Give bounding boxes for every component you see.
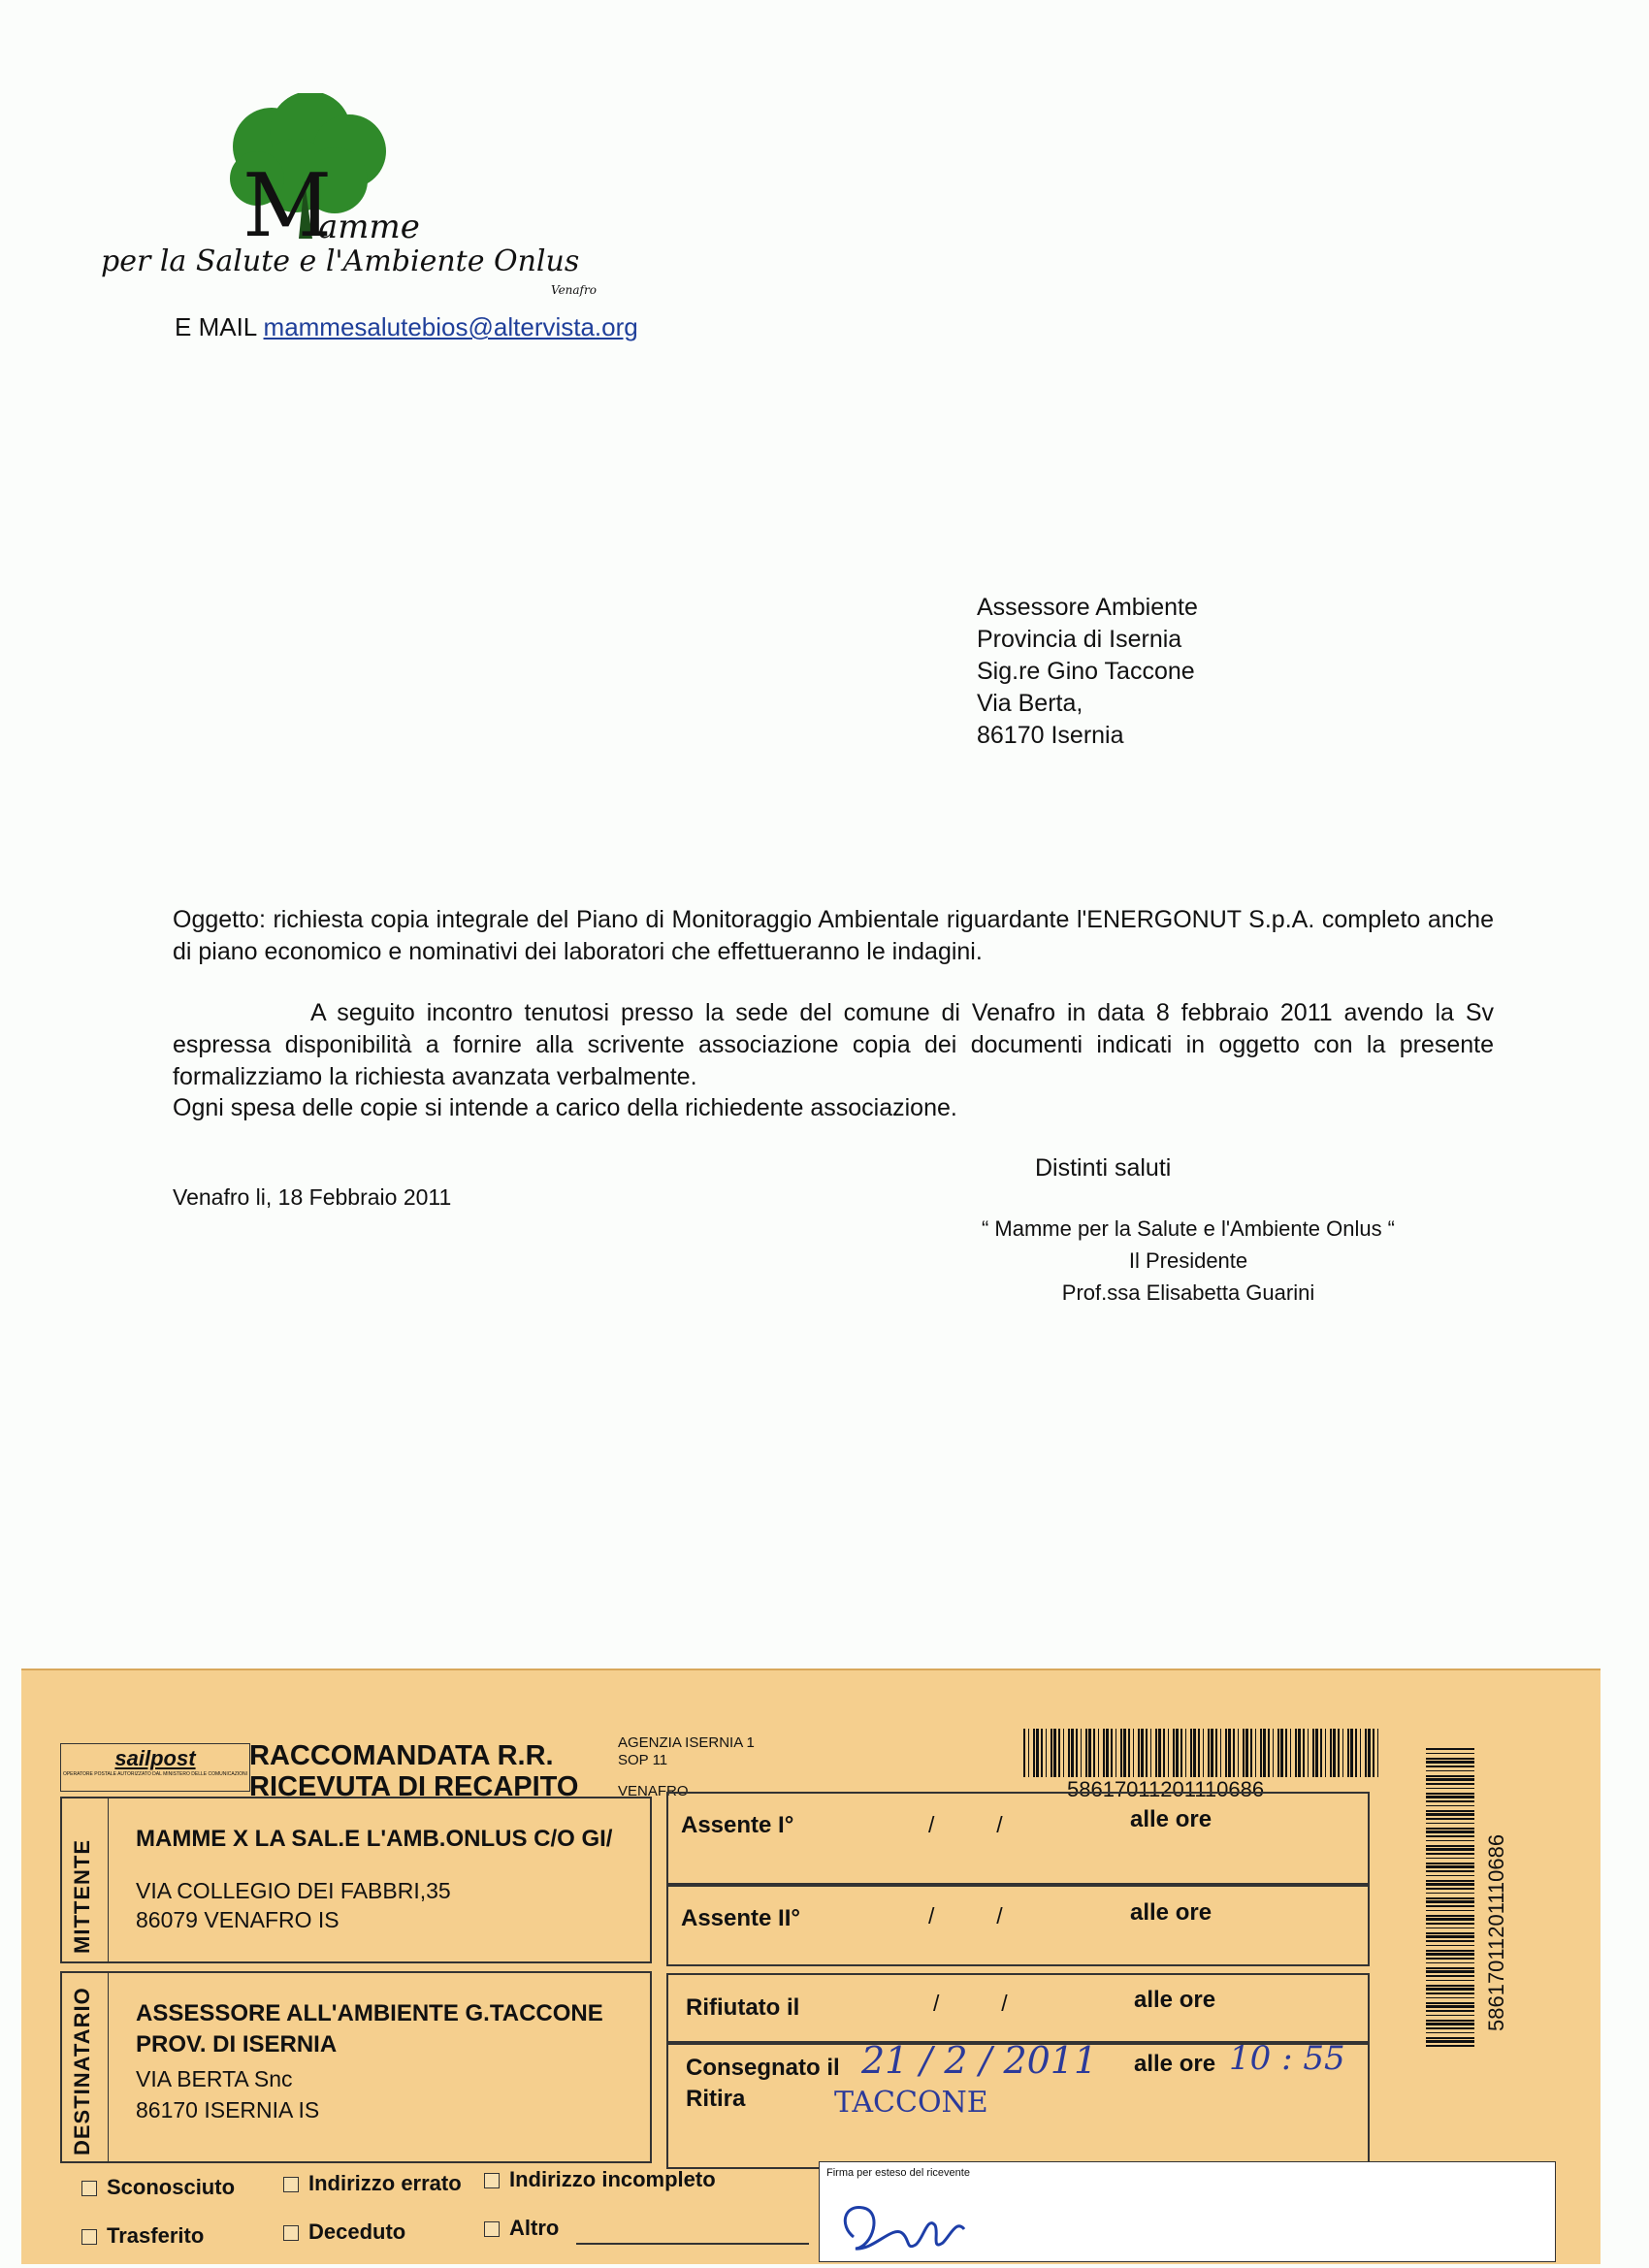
vertical-barcode-number: 58617011201110686	[1484, 1833, 1508, 2031]
mittente-address-2: 86079 VENAFRO IS	[136, 1907, 340, 1932]
assente-2-slashes: / /	[928, 1903, 1003, 1928]
destinatario-label: DESTINATARIO	[70, 1987, 94, 2155]
checkbox-icon[interactable]	[484, 2221, 500, 2237]
rifiutato-label: Rifiutato il	[686, 1994, 800, 2021]
option-trasferito[interactable]: Trasferito	[81, 2223, 204, 2249]
recipient-address	[977, 592, 1198, 752]
signature-role: Il Presidente	[1128, 1248, 1248, 1273]
ritira-label: Ritira	[686, 2086, 746, 2112]
ritira-name-handwritten: TACCONE	[834, 2086, 988, 2120]
assente-2-alle-ore: alle ore	[1130, 1899, 1212, 1926]
sailpost-logo	[60, 1743, 250, 1792]
checkbox-icon[interactable]	[81, 2229, 97, 2245]
option-indirizzo-incompleto[interactable]: Indirizzo incompleto	[484, 2167, 716, 2192]
receipt-title-1: RACCOMANDATA R.R.	[249, 1740, 554, 1771]
agency-3: VENAFRO	[618, 1783, 689, 1799]
horizontal-barcode	[1023, 1729, 1382, 1783]
mittente-address-1: VIA COLLEGIO DEI FABBRI,35	[136, 1878, 451, 1903]
option-altro[interactable]: Altro	[484, 2216, 559, 2241]
checkbox-icon[interactable]	[283, 2177, 299, 2192]
assente-1-label: Assente I°	[681, 1812, 794, 1838]
altro-line	[576, 2243, 809, 2245]
recipient-signature-icon	[834, 2187, 1028, 2260]
consegnato-label: Consegnato il	[686, 2055, 840, 2081]
option-indirizzo-errato[interactable]: Indirizzo errato	[283, 2171, 462, 2196]
body-paragraph-2: Ogni spesa delle copie si intende a carico della richiedente associazione.	[173, 1094, 957, 1121]
destinatario-name-2: PROV. DI ISERNIA	[136, 2031, 338, 2057]
option-deceduto[interactable]: Deceduto	[283, 2219, 405, 2245]
checkbox-icon[interactable]	[283, 2225, 299, 2241]
email-link[interactable]: mammesalutebios@altervista.org	[263, 312, 638, 341]
postal-receipt	[21, 1669, 1600, 2264]
recipient-line: Sig.re Gino Taccone	[977, 658, 1195, 685]
logo-place: Venafro	[551, 283, 597, 297]
logo-line2: per la Salute e l'Ambiente Onlus	[101, 244, 580, 278]
email-label: E MAIL	[175, 312, 257, 341]
signature-org: “ Mamme per la Salute e l'Ambiente Onlus “	[981, 1216, 1396, 1241]
destinatario-address-2: 86170 ISERNIA IS	[136, 2097, 320, 2122]
sailpost-sub: OPERATORE POSTALE AUTORIZZATO DAL MINISTERO DELLE COMUNICAZIONI	[62, 1771, 248, 1777]
body-paragraph	[173, 997, 1494, 1093]
recipient-line: Assessore Ambiente	[977, 594, 1198, 621]
agency-1: AGENZIA ISERNIA 1	[618, 1734, 755, 1751]
logo-line1: amme	[318, 208, 420, 246]
assente-1-slashes: / /	[928, 1812, 1003, 1837]
assente-2-label: Assente II°	[681, 1905, 800, 1931]
recipient-line: 86170 Isernia	[977, 722, 1124, 749]
destinatario-name-1: ASSESSORE ALL'AMBIENTE G.TACCONE	[136, 2000, 603, 2026]
firma-label: Firma per esteso del ricevente	[826, 2167, 970, 2179]
rifiutato-alle-ore: alle ore	[1134, 1987, 1216, 2013]
rifiutato-slashes: / /	[933, 1991, 1008, 2016]
option-sconosciuto[interactable]: Sconosciuto	[81, 2175, 235, 2200]
vertical-barcode	[1426, 1748, 1480, 2049]
assente-1-alle-ore: alle ore	[1130, 1806, 1212, 1832]
subject: Oggetto: richiesta copia integrale del Piano di Monitoraggio Ambientale riguardante l'ENERGONUT S.p.A. completo anche di piano economico e nominativi dei laboratori che effettueranno le indagini.	[173, 906, 1494, 965]
date-place: Venafro li, 18 Febbraio 2011	[173, 1184, 452, 1210]
destinatario-address-1: VIA BERTA Snc	[136, 2066, 293, 2091]
checkbox-icon[interactable]	[81, 2181, 97, 2196]
sailpost-brand: sailpost	[114, 1746, 196, 1770]
barcode-number: 58617011201110686	[1067, 1777, 1265, 1801]
receipt-title-2: RICEVUTA DI RECAPITO	[249, 1771, 579, 1802]
email-line	[175, 312, 638, 342]
closing: Distinti saluti	[1035, 1154, 1172, 1182]
mittente-label: MITTENTE	[70, 1839, 94, 1954]
consegnato-alle-ore: alle ore	[1134, 2051, 1216, 2077]
agency-2: SOP 11	[618, 1752, 668, 1768]
recipient-line: Via Berta,	[977, 690, 1083, 717]
logo-letter: M	[242, 155, 333, 257]
consegnato-date-handwritten: 21 / 2 / 2011	[861, 2039, 1098, 2082]
signature-block	[946, 1213, 1431, 1309]
checkbox-icon[interactable]	[484, 2173, 500, 2188]
signature-name: Prof.ssa Elisabetta Guarini	[1061, 1280, 1315, 1305]
mittente-name: MAMME X LA SAL.E L'AMB.ONLUS C/O GI/	[136, 1826, 613, 1852]
consegnato-time-handwritten: 10 : 55	[1229, 2039, 1345, 2078]
body-text-1: A seguito incontro tenutosi presso la sede del comune di Venafro in data 8 febbraio 2011 avendo la Sv espressa disponibilità a fornire alla scrivente associazione copia dei documenti indicati in oggetto con la presente formalizziamo la richiesta avanzata verbalmente.	[173, 999, 1494, 1090]
recipient-line: Provincia di Isernia	[977, 626, 1182, 653]
